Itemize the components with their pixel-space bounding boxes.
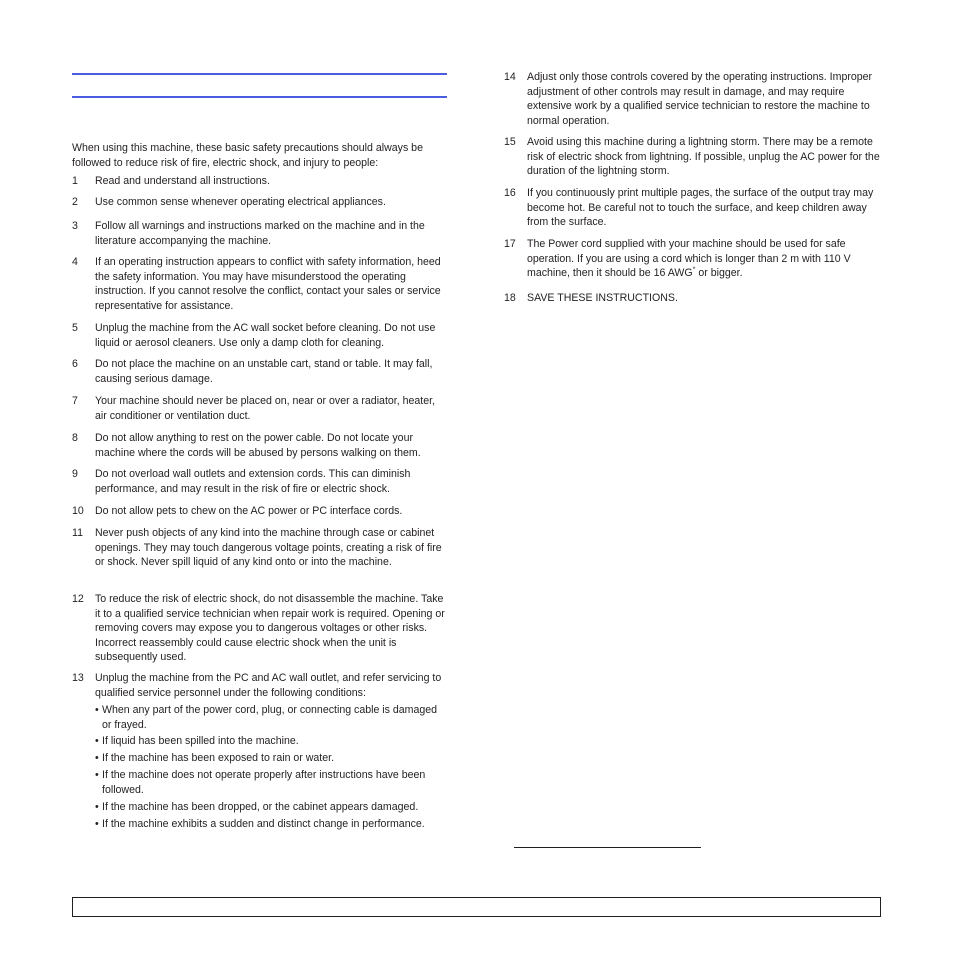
item-text: Read and understand all instructions. xyxy=(95,175,270,187)
item-text: Avoid using this machine during a lightning storm. There may be a remote risk of electric shock from lightning. If possible, unplug the AC power for the duration of the lightning storm. xyxy=(527,136,880,177)
item-number: 12 xyxy=(72,593,84,605)
item-number: 11 xyxy=(72,527,83,539)
bullet-icon: • xyxy=(95,801,99,813)
safety-item-8 xyxy=(72,431,448,460)
safety-item-7 xyxy=(72,394,448,423)
safety-item-15 xyxy=(504,135,880,179)
safety-item-10 xyxy=(72,504,448,519)
item-number: 7 xyxy=(72,395,78,407)
item-number: 10 xyxy=(72,505,84,517)
list-item xyxy=(95,817,447,832)
bullet-icon: • xyxy=(95,818,99,830)
safety-item-1 xyxy=(72,174,448,189)
bullet-text: If the machine has been dropped, or the cabinet appears damaged. xyxy=(102,801,419,813)
bullet-icon: • xyxy=(95,752,99,764)
safety-item-3 xyxy=(72,219,448,248)
item-number: 17 xyxy=(504,238,516,250)
bullet-text: If the machine does not operate properly after instructions have been followed. xyxy=(102,769,426,796)
item-number: 3 xyxy=(72,220,78,232)
bullet-text: If the machine exhibits a sudden and distinct change in performance. xyxy=(102,818,425,830)
item-number: 5 xyxy=(72,322,78,334)
item-text: Adjust only those controls covered by the operating instructions. Improper adjustment of other controls may result in damage, and may require extensive work by a qualified service technician to restore the machine to normal operation. xyxy=(527,71,873,127)
item-text: SAVE THESE INSTRUCTIONS. xyxy=(527,292,678,304)
item-text: Do not place the machine on an unstable cart, stand or table. It may fall, causing serious damage. xyxy=(95,358,433,385)
list-item xyxy=(95,703,447,732)
item-number: 1 xyxy=(72,175,78,187)
bullet-text: If the machine has been exposed to rain or water. xyxy=(102,752,335,764)
safety-item-13 xyxy=(72,671,448,700)
footnote-marker: * xyxy=(692,266,696,274)
item-number: 9 xyxy=(72,468,78,480)
item-number: 8 xyxy=(72,432,78,444)
item-number: 18 xyxy=(504,292,516,304)
footnote-separator xyxy=(514,847,701,848)
item-number: 13 xyxy=(72,672,84,684)
item-text-tail: or bigger. xyxy=(695,267,743,279)
page-footer-box xyxy=(72,897,881,917)
bullet-icon: • xyxy=(95,704,99,716)
item-text-main: The Power cord supplied with your machine should be used for safe operation. If you are using a cord which is longer than 2 m with 110 V machine, then it should be 16 AWG xyxy=(527,238,851,279)
bullet-icon: • xyxy=(95,735,99,747)
header-rule-top xyxy=(72,73,447,75)
item-text: If you continuously print multiple pages, the surface of the output tray may become hot. Be careful not to touch the surface, and keep children away from the surface. xyxy=(527,187,874,228)
intro-paragraph: When using this machine, these basic safety precautions should always be followed to reduce risk of fire, electric shock, and injury to people: xyxy=(72,142,423,169)
item-text: Follow all warnings and instructions marked on the machine and in the literature accompanying the machine. xyxy=(95,220,425,247)
item-number: 2 xyxy=(72,196,78,208)
item-number: 15 xyxy=(504,136,516,148)
list-item xyxy=(95,768,447,797)
item-text: Unplug the machine from the AC wall socket before cleaning. Do not use liquid or aerosol cleaners. Use only a damp cloth for cleaning. xyxy=(95,322,436,349)
safety-item-4 xyxy=(72,255,448,313)
item-text xyxy=(527,237,880,281)
safety-item-17 xyxy=(504,237,880,281)
item-text: Your machine should never be placed on, near or over a radiator, heater, air conditioner or ventilation duct. xyxy=(95,395,436,422)
item-text: If an operating instruction appears to conflict with safety information, heed the safety information. You may have misunderstood the operating instruction. If you cannot resolve the conflict, contact your sales or service representative for assistance. xyxy=(95,256,441,312)
safety-item-6 xyxy=(72,357,448,386)
item-text: Never push objects of any kind into the machine through case or cabinet openings. They may touch dangerous voltage points, creating a risk of fire or shock. Never spill liquid of any kind onto or into the machine. xyxy=(95,527,442,568)
item-number: 14 xyxy=(504,71,516,83)
safety-item-12 xyxy=(72,592,448,665)
safety-item-5 xyxy=(72,321,448,350)
item-text: Do not overload wall outlets and extension cords. This can diminish performance, and may result in the risk of fire or electric shock. xyxy=(95,468,411,495)
item-text: Do not allow pets to chew on the AC power or PC interface cords. xyxy=(95,505,403,517)
safety-item-11 xyxy=(72,526,448,570)
bullet-text: If liquid has been spilled into the machine. xyxy=(102,735,299,747)
bullet-icon: • xyxy=(95,769,99,781)
item-number: 16 xyxy=(504,187,516,199)
item-text: Unplug the machine from the PC and AC wall outlet, and refer servicing to qualified service personnel under the following conditions: xyxy=(95,672,442,699)
safety-item-2 xyxy=(72,195,448,210)
safety-item-16 xyxy=(504,186,880,230)
list-item xyxy=(95,734,447,749)
list-item xyxy=(95,800,447,815)
list-item xyxy=(95,751,447,766)
safety-item-9 xyxy=(72,467,448,496)
item-text: Do not allow anything to rest on the power cable. Do not locate your machine where the cords will be abused by persons walking on them. xyxy=(95,432,421,459)
item-text: Use common sense whenever operating electrical appliances. xyxy=(95,196,386,208)
bullet-text: When any part of the power cord, plug, or connecting cable is damaged or frayed. xyxy=(102,704,438,731)
header-rule-bottom xyxy=(72,96,447,98)
item-number: 4 xyxy=(72,256,78,268)
item-number: 6 xyxy=(72,358,78,370)
safety-item-14 xyxy=(504,70,880,128)
safety-item-18 xyxy=(504,291,880,306)
item-text: To reduce the risk of electric shock, do not disassemble the machine. Take it to a qualified service technician when repair work is required. Opening or removing covers may expose you to dangerous voltages or other risks. Incorrect reassembly could cause electric shock when the unit is subsequently used. xyxy=(95,593,445,663)
